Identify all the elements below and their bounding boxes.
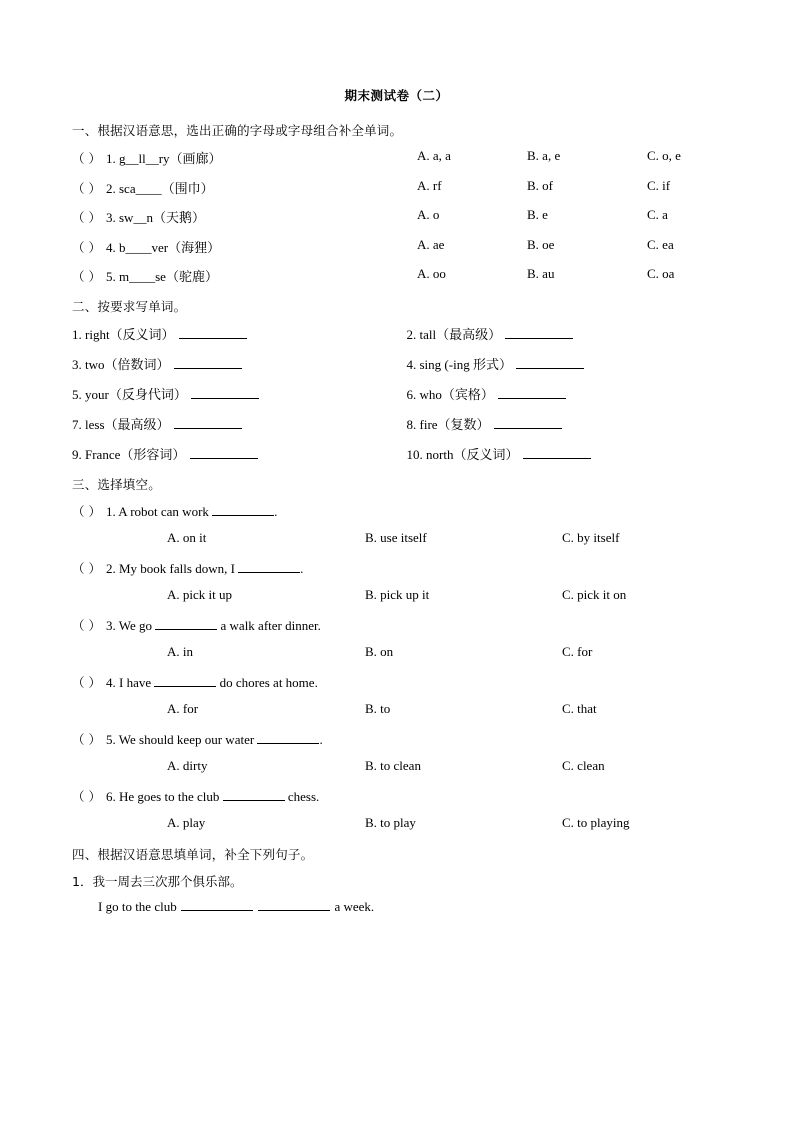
section-2-heading: 二、按要求写单词。 (72, 299, 187, 314)
question-stem: 1. g__ll__ry（画廊） (106, 151, 222, 166)
answer-paren[interactable]: （ ） (72, 561, 101, 576)
question-stem: 6. He goes to the club (106, 789, 223, 804)
word-form-row (72, 354, 721, 373)
question-row (72, 266, 721, 285)
option-c[interactable]: C. clean (562, 758, 605, 773)
question-row (72, 237, 721, 256)
option-b[interactable]: B. oe (527, 236, 555, 252)
answer-blank[interactable] (257, 732, 319, 744)
option-c[interactable]: C. ea (647, 236, 674, 252)
option-a[interactable]: A. oo (417, 266, 446, 281)
word-form-cell (397, 354, 722, 373)
option-a[interactable]: A. ae (417, 236, 445, 252)
option-b[interactable]: B. pick up it (365, 587, 430, 602)
word-form-cell (72, 414, 397, 433)
answer-blank[interactable] (212, 504, 274, 516)
word-form-row (72, 384, 721, 403)
option-b[interactable]: B. to (365, 701, 391, 716)
option-b[interactable]: B. of (527, 177, 553, 193)
word-form-cell (72, 384, 397, 403)
question-stem-end: do chores at home. (216, 675, 318, 690)
options-row (72, 815, 721, 833)
question-stem: 4. I have (106, 675, 155, 690)
answer-paren[interactable]: （ ） (72, 618, 101, 633)
options-row (72, 701, 721, 719)
option-c[interactable]: C. by itself (562, 530, 620, 545)
answer-blank[interactable] (238, 561, 300, 573)
word-form-label: 10. north（反义词） (406, 447, 519, 462)
option-a[interactable]: A. pick it up (167, 587, 232, 602)
word-form-cell (72, 444, 397, 463)
question-stem-end: a walk after dinner. (217, 618, 321, 633)
option-b[interactable]: B. use itself (365, 530, 427, 545)
option-a[interactable]: A. for (167, 701, 199, 716)
translation-answer-line (72, 899, 721, 915)
word-form-label: 7. less（最高级） (72, 417, 170, 432)
option-b[interactable]: B. e (527, 207, 548, 222)
answer-paren[interactable]: （ ） (72, 151, 101, 166)
question-row (72, 673, 721, 691)
question-row (72, 559, 721, 577)
question-stem: 5. We should keep our water (106, 732, 258, 747)
word-form-cell (397, 324, 722, 343)
answer-blank[interactable] (190, 447, 258, 459)
section-4-heading: 四、根据汉语意思填单词，补全下列句子。 (72, 847, 314, 862)
word-form-cell (397, 384, 722, 403)
option-c[interactable]: C. a (647, 207, 668, 222)
answer-blank[interactable] (516, 357, 584, 369)
option-a[interactable]: A. o (417, 207, 440, 222)
word-form-cell (397, 444, 722, 463)
answer-paren[interactable]: （ ） (72, 732, 101, 747)
option-b[interactable]: B. a, e (527, 148, 561, 163)
option-b[interactable]: B. au (527, 266, 555, 281)
answer-prefix: I go to the club (98, 899, 180, 915)
question-row (72, 207, 721, 226)
translation-prompt: 1．我一周去三次那个俱乐部。 (72, 874, 243, 889)
option-c[interactable]: C. if (647, 177, 671, 193)
options-row (72, 758, 721, 776)
word-form-label: 2. tall（最高级） (406, 327, 502, 342)
answer-blank[interactable] (174, 357, 242, 369)
word-form-cell (397, 414, 722, 433)
question-stem: 3. We go (106, 618, 156, 633)
answer-blank[interactable] (191, 387, 259, 399)
question-row (72, 787, 721, 805)
word-form-label: 5. your（反身代词） (72, 387, 187, 402)
option-a[interactable]: A. a, a (417, 148, 451, 163)
option-c[interactable]: C. for (562, 644, 593, 659)
question-stem-end: . (319, 732, 323, 747)
answer-paren[interactable]: （ ） (72, 504, 101, 519)
word-form-row (72, 324, 721, 343)
word-form-cell (72, 324, 397, 343)
word-form-label: 6. who（宾格） (406, 387, 494, 402)
answer-paren[interactable]: （ ） (72, 675, 101, 690)
answer-paren[interactable]: （ ） (72, 239, 101, 255)
section-3-heading: 三、选择填空。 (72, 477, 161, 492)
answer-blank[interactable] (223, 789, 285, 801)
question-stem-end: . (274, 504, 278, 519)
answer-blank[interactable] (174, 417, 242, 429)
option-b[interactable]: B. to clean (365, 758, 421, 773)
question-stem: 2. My book falls down, I (106, 561, 239, 576)
answer-blank[interactable] (498, 387, 566, 399)
answer-middle (254, 899, 257, 914)
option-a[interactable]: A. dirty (167, 758, 208, 773)
option-c[interactable]: C. to playing (562, 815, 630, 830)
answer-paren[interactable]: （ ） (72, 269, 101, 284)
question-stem: 3. sw__n（天鹅） (106, 210, 205, 225)
option-c[interactable]: C. pick it on (562, 587, 627, 602)
answer-suffix: a week. (331, 899, 375, 915)
option-b[interactable]: B. on (365, 644, 394, 659)
word-form-label: 1. right（反义词） (72, 327, 175, 342)
word-form-label: 8. fire（复数） (406, 417, 490, 432)
options-row (72, 530, 721, 548)
option-b[interactable]: B. to play (365, 815, 416, 830)
word-form-label: 4. sing (-ing 形式） (406, 357, 512, 372)
word-form-row (72, 444, 721, 463)
option-a[interactable]: A. rf (417, 177, 442, 193)
option-a[interactable]: A. in (167, 644, 193, 659)
option-c[interactable]: C. o, e (647, 148, 681, 163)
question-row (72, 730, 721, 748)
answer-blank[interactable] (523, 447, 591, 459)
answer-blank[interactable] (179, 327, 247, 339)
option-a[interactable]: A. play (167, 815, 206, 830)
question-row (72, 178, 721, 197)
answer-blank[interactable] (181, 899, 253, 911)
answer-blank[interactable] (155, 618, 217, 630)
option-c[interactable]: C. oa (647, 266, 675, 281)
answer-blank[interactable] (494, 417, 562, 429)
word-form-row (72, 414, 721, 433)
question-stem: 5. m____se（驼鹿） (106, 269, 218, 284)
options-row (72, 587, 721, 605)
question-row (72, 616, 721, 634)
option-c[interactable]: C. that (562, 701, 597, 716)
answer-blank[interactable] (258, 899, 330, 911)
question-stem: 1. A robot can work (106, 504, 213, 519)
word-form-label: 9. France（形容词） (72, 447, 186, 462)
question-row (72, 148, 721, 167)
page-title: 期末测试卷（二） (344, 88, 449, 103)
option-a[interactable]: A. on it (167, 530, 207, 545)
answer-paren[interactable]: （ ） (72, 789, 101, 804)
word-form-label: 3. two（倍数词） (72, 357, 170, 372)
question-stem-end: . (300, 561, 304, 576)
answer-blank[interactable] (505, 327, 573, 339)
answer-blank[interactable] (154, 675, 216, 687)
question-stem: 4. b____ver（海狸） (106, 239, 221, 255)
answer-paren[interactable]: （ ） (72, 210, 101, 225)
question-stem-end: chess. (284, 789, 320, 804)
section-1-heading: 一、根据汉语意思，选出正确的字母或字母组合补全单词。 (72, 123, 403, 138)
question-stem: 2. sca____（围巾） (106, 180, 214, 196)
answer-paren[interactable]: （ ） (72, 180, 101, 196)
word-form-cell (72, 354, 397, 373)
options-row (72, 644, 721, 662)
question-row (72, 502, 721, 520)
